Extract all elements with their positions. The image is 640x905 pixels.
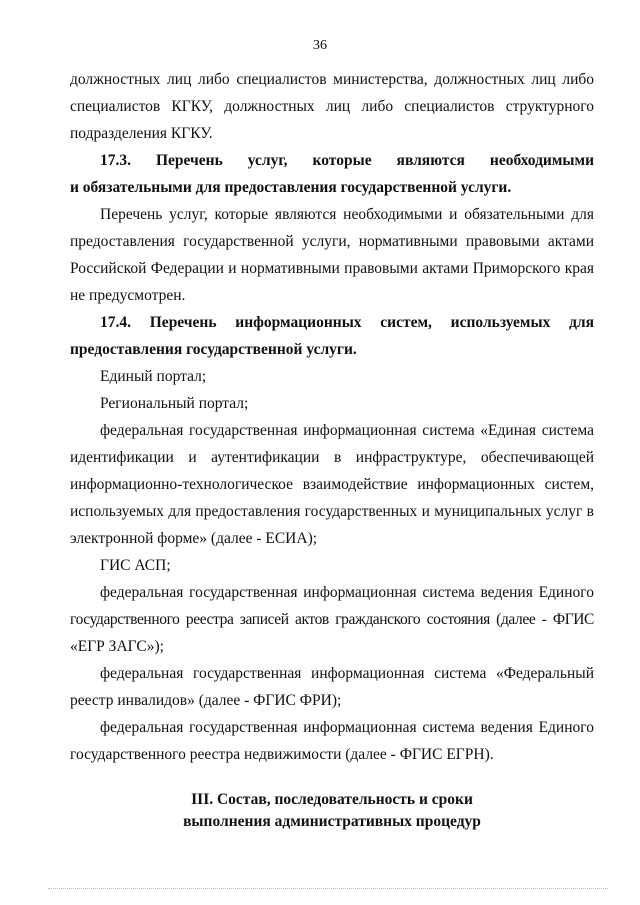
text-line: федеральная государственная информационная система «Единая система <box>100 422 594 439</box>
text-line: федеральная государственная информационная система ведения Единого <box>100 719 594 736</box>
text-line: электронной форме» (далее - ЕСИА); <box>70 530 318 547</box>
section-heading-17-4: 17.4. Перечень информационных систем, используемых для <box>100 314 594 331</box>
section-heading-17-3-cont: и обязательными для предоставления государственной услуги. <box>70 179 512 196</box>
text-line: Российской Федерации и нормативными правовыми актами Приморского края <box>70 260 594 277</box>
list-item: Региональный портал; <box>100 395 249 412</box>
chapter-heading-cont: выполнения административных процедур <box>183 813 481 830</box>
text-line: федеральная государственная информационная система «Федеральный <box>100 665 594 682</box>
text-line: государственного реестра недвижимости (далее - ФГИС ЕГРН). <box>70 746 494 763</box>
list-item: ГИС АСП; <box>100 557 171 574</box>
scan-artifact-line <box>48 888 608 890</box>
text-line: используемых для предоставления государственных и муниципальных услуг в <box>70 503 594 520</box>
text-line: федеральная государственная информационная система ведения Единого <box>100 584 594 601</box>
list-item: Единый портал; <box>100 368 207 385</box>
section-heading-17-4-cont: предоставления государственной услуги. <box>70 341 357 358</box>
chapter-heading: III. Состав, последовательность и сроки <box>191 791 473 808</box>
text-line: подразделения КГКУ. <box>70 125 213 142</box>
page-number: 36 <box>313 38 327 53</box>
text-line: Перечень услуг, которые являются необходимыми и обязательными для <box>100 206 594 223</box>
text-line: информационно-технологическое взаимодействие информационных систем, <box>70 476 594 493</box>
text-line: предоставления государственной услуги, нормативными правовыми актами <box>70 233 594 250</box>
section-heading-17-3: 17.3. Перечень услуг, которые являются необходимыми <box>100 152 594 169</box>
text-line: государственного реестра записей актов гражданского состояния (далее - ФГИС <box>70 611 594 628</box>
text-line: идентификации и аутентификации в инфраструктуре, обеспечивающей <box>70 449 594 466</box>
text-line: должностных лиц либо специалистов министерства, должностных лиц либо <box>70 71 594 88</box>
text-line: реестр инвалидов» (далее - ФГИС ФРИ); <box>70 692 342 709</box>
text-line: не предусмотрен. <box>70 287 186 304</box>
text-line: «ЕГР ЗАГС»); <box>70 638 164 655</box>
text-line: специалистов КГКУ, должностных лиц либо специалистов структурного <box>70 98 594 115</box>
